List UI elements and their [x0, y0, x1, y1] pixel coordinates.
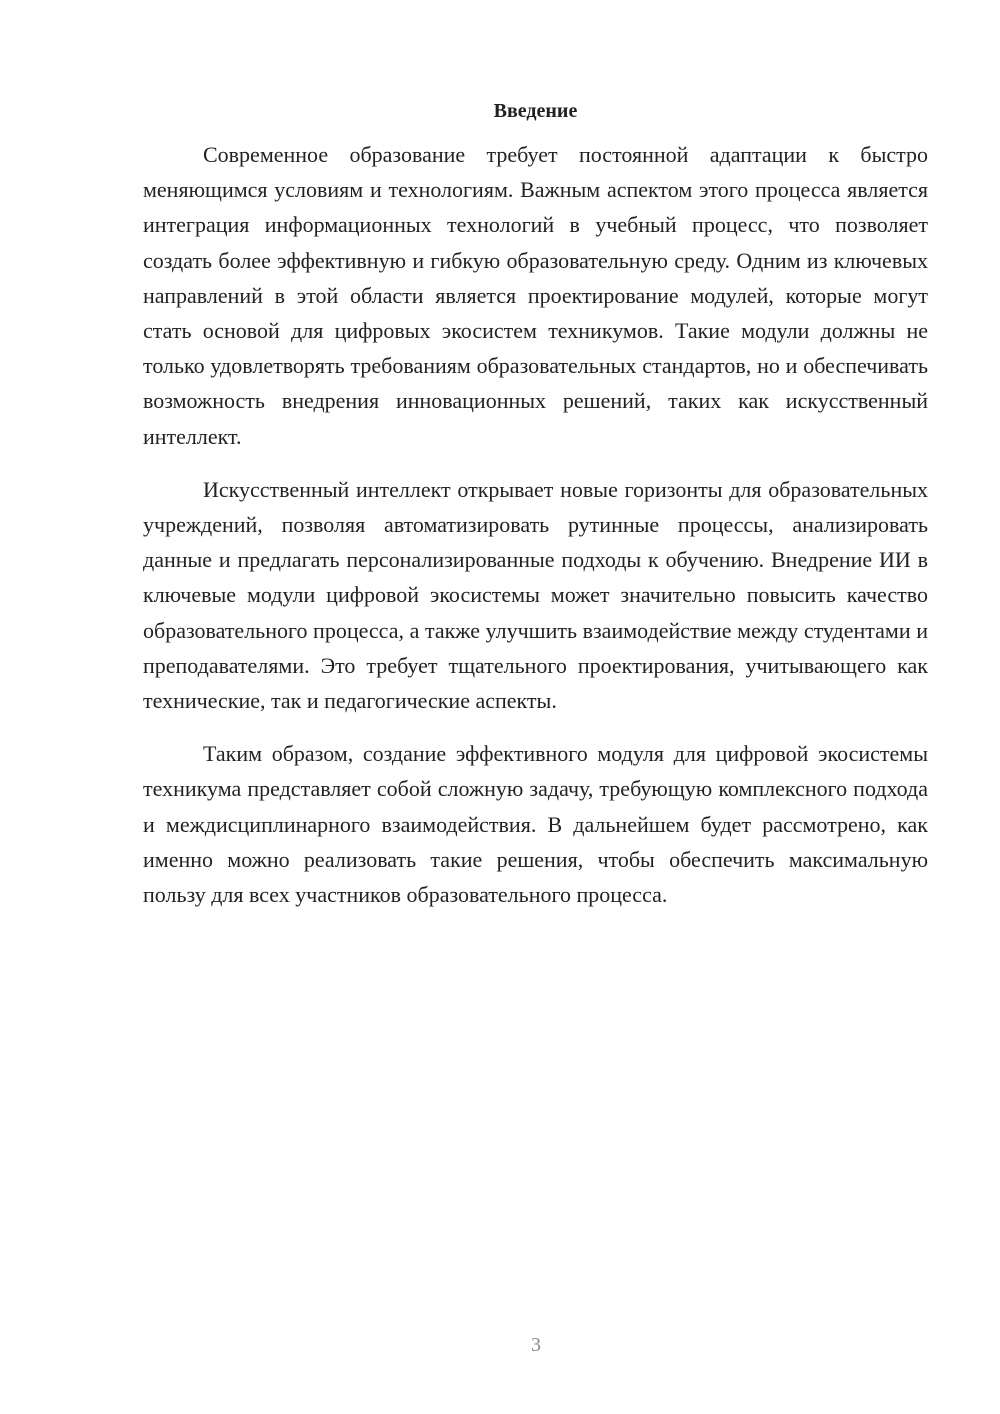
paragraph-2: Искусственный интеллект открывает новые горизонты для образовательных учреждений, позволяя автоматизировать рутинные процессы, анализировать данные и предлагать персонализированные подходы к обучению. Внедрение ИИ в ключевые модули цифровой экосистемы может значительно повысить качество образовательного процесса, а также улучшить взаимодействие между студентами и преподавателями. Это требует тщательного проектирования, учитывающего как технические, так и педагогические аспекты. [143, 476, 928, 714]
page-number: 3 [531, 1334, 541, 1356]
paragraph-3: Таким образом, создание эффективного модуля для цифровой экосистемы техникума представляет собой сложную задачу, требующую комплексного подхода и междисциплинарного взаимодействия. В дальнейшем будет рассмотрено, как именно можно реализовать такие решения, чтобы обеспечить максимальную пользу для всех участников образовательного процесса. [143, 741, 928, 908]
paragraph-1: Современное образование требует постоянной адаптации к быстро меняющимся условиям и технологиям. Важным аспектом этого процесса является интеграция информационных технологий в учебный процесс, что позволяет создать более эффективную и гибкую образовательную среду. Одним из ключевых направлений в этой области является проектирование модулей, которые могут стать основой для цифровых экосистем техникумов. Такие модули должны не только удовлетворять требованиям образовательных стандартов, но и обеспечивать возможность внедрения инновационных решений, таких как искусственный интеллект. [143, 142, 928, 449]
section-heading: Введение [493, 100, 578, 122]
page-content [143, 95, 928, 930]
